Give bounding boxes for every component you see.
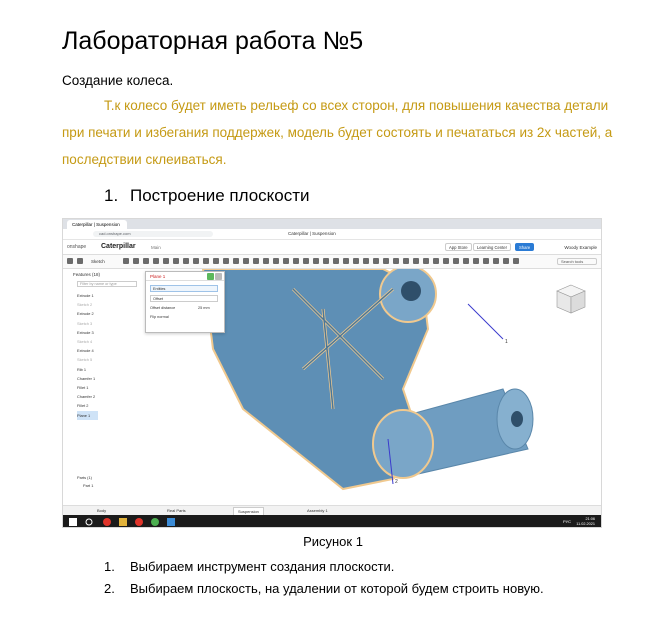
hole-icon[interactable] bbox=[223, 258, 229, 264]
sketch-button[interactable]: Sketch bbox=[91, 259, 105, 264]
address-field[interactable]: cad.onshape.com bbox=[93, 231, 213, 237]
steps-list bbox=[104, 556, 544, 600]
plane-dialog-title: Plane 1 bbox=[146, 272, 224, 281]
feature-item[interactable]: Extrude 4 bbox=[77, 348, 94, 354]
feature-list-panel bbox=[63, 269, 144, 495]
document-subtitle: Создание колеса. bbox=[62, 73, 174, 88]
plane-icon[interactable] bbox=[403, 258, 409, 264]
history-icon[interactable] bbox=[513, 258, 519, 264]
boolean-icon[interactable] bbox=[253, 258, 259, 264]
browser-tabstrip bbox=[63, 219, 601, 229]
paragraph-line: Т.к колесо будет иметь рельеф со всех сторон, для повышения качества детали bbox=[104, 98, 609, 113]
more-tools-icon[interactable] bbox=[473, 258, 479, 264]
step-number: 2. bbox=[104, 581, 115, 596]
version-icon[interactable] bbox=[503, 258, 509, 264]
feature-item[interactable]: Rib 1 bbox=[77, 366, 87, 372]
helix-icon[interactable] bbox=[343, 258, 349, 264]
browser-addressbar bbox=[63, 229, 601, 240]
arrow-1-label: 1 bbox=[505, 339, 508, 345]
tab-assembly-1[interactable]: Assembly 1 bbox=[307, 508, 328, 513]
thicken-icon[interactable] bbox=[163, 258, 169, 264]
feature-item[interactable]: Sketch 5 bbox=[77, 357, 93, 363]
axle-bore bbox=[511, 411, 523, 427]
part-item[interactable]: Part 1 bbox=[83, 483, 94, 488]
draft-icon[interactable] bbox=[193, 258, 199, 264]
feature-item-selected[interactable]: Plane 1 bbox=[77, 411, 98, 420]
revolve-icon[interactable] bbox=[133, 258, 139, 264]
feature-item[interactable]: Sketch 2 bbox=[77, 302, 93, 308]
step-text: Выбираем инструмент создания плоскости. bbox=[130, 559, 395, 574]
rib-icon[interactable] bbox=[203, 258, 209, 264]
user-menu[interactable]: Woody Example bbox=[564, 245, 597, 250]
fill-icon[interactable] bbox=[333, 258, 339, 264]
offset-distance-input[interactable]: 25 mm bbox=[198, 306, 210, 310]
feature-item[interactable]: Extrude 1 bbox=[77, 293, 94, 298]
feature-item[interactable]: Chamfer 1 bbox=[77, 375, 96, 381]
list-item bbox=[104, 578, 544, 600]
move-face-icon[interactable] bbox=[303, 258, 309, 264]
tab-real-parts[interactable]: Real Parts bbox=[167, 508, 186, 513]
figure-caption: Рисунок 1 bbox=[303, 534, 363, 549]
paragraph-line: последствии склеиваться. bbox=[62, 152, 227, 167]
features-filter-input[interactable]: Filter by name or type bbox=[77, 281, 137, 287]
chamfer-icon[interactable] bbox=[183, 258, 189, 264]
document-branch: Main bbox=[151, 245, 161, 250]
keyboard-language[interactable]: РУС bbox=[562, 519, 571, 524]
sweep-icon[interactable] bbox=[143, 258, 149, 264]
cancel-x-icon[interactable] bbox=[215, 273, 222, 280]
sheet-metal-icon[interactable] bbox=[353, 258, 359, 264]
system-clock[interactable] bbox=[576, 517, 595, 527]
mate-connector-icon[interactable] bbox=[373, 258, 379, 264]
composite-icon[interactable] bbox=[463, 258, 469, 264]
feature-toolbar bbox=[63, 255, 601, 269]
document-title: Лабораторная работа №5 bbox=[62, 27, 364, 55]
parts-header[interactable]: Parts (1) bbox=[77, 475, 92, 480]
windows-taskbar bbox=[63, 515, 601, 528]
paragraph-line: при печати и избегания поддержек, модель будет состоять и печататься из 2х частей, а bbox=[62, 125, 613, 140]
feature-item[interactable]: Chamfer 2 bbox=[77, 394, 96, 400]
redo-icon[interactable] bbox=[77, 258, 83, 264]
intro-paragraph bbox=[62, 92, 622, 173]
fillet-icon[interactable] bbox=[173, 258, 179, 264]
feature-item[interactable]: Sketch 4 bbox=[77, 339, 93, 345]
share-button[interactable]: Share bbox=[515, 243, 534, 251]
loft-icon[interactable] bbox=[153, 258, 159, 264]
confirm-check-icon[interactable] bbox=[207, 273, 214, 280]
feature-item[interactable]: Extrude 3 bbox=[77, 329, 94, 335]
pattern-icon[interactable] bbox=[233, 258, 239, 264]
tab-body[interactable]: Body bbox=[97, 508, 107, 513]
yandex-browser-icon[interactable] bbox=[103, 518, 111, 526]
plane-type-select[interactable]: Offset bbox=[150, 295, 218, 302]
arrow-2-label: 2 bbox=[395, 479, 398, 485]
measure-icon[interactable] bbox=[413, 258, 419, 264]
app-icon[interactable] bbox=[167, 518, 175, 526]
replace-face-icon[interactable] bbox=[313, 258, 319, 264]
plane-dialog bbox=[145, 271, 225, 333]
workspace-icon[interactable] bbox=[493, 258, 499, 264]
window-title: Caterpillar | Suspension bbox=[288, 231, 336, 236]
top-bore bbox=[401, 281, 421, 301]
windows-start-icon[interactable] bbox=[69, 518, 77, 526]
features-header[interactable]: Features (18) bbox=[73, 272, 101, 277]
document-name: Caterpillar bbox=[101, 243, 136, 250]
variable-icon[interactable] bbox=[383, 258, 389, 264]
undo-icon[interactable] bbox=[67, 258, 73, 264]
transform-icon[interactable] bbox=[273, 258, 279, 264]
search-icon[interactable] bbox=[86, 519, 92, 525]
browser-tab[interactable]: Caterpillar | Suspension bbox=[67, 220, 127, 229]
arrow-1 bbox=[468, 304, 503, 339]
step-text: Выбираем плоскость, на удалении от которой будем строить новую. bbox=[130, 581, 544, 596]
clock-time: 21:06 bbox=[585, 517, 595, 521]
list-item bbox=[104, 556, 544, 578]
feature-item[interactable]: Fillet 1 bbox=[77, 385, 89, 391]
app-store-button[interactable]: App Store bbox=[445, 243, 472, 251]
section-heading bbox=[104, 185, 310, 207]
lower-boss bbox=[373, 410, 433, 478]
shell-icon[interactable] bbox=[213, 258, 219, 264]
section-number: 1. bbox=[104, 186, 119, 205]
taskbar-icons bbox=[67, 515, 187, 528]
onshape-appbar bbox=[63, 240, 601, 255]
frame-icon[interactable] bbox=[363, 258, 369, 264]
delete-part-icon[interactable] bbox=[283, 258, 289, 264]
search-tools-input[interactable]: Search tools bbox=[557, 258, 597, 265]
appearance-icon[interactable] bbox=[443, 258, 449, 264]
figure-screenshot bbox=[62, 218, 602, 528]
offset-surface-icon[interactable] bbox=[323, 258, 329, 264]
extrude-icon[interactable] bbox=[123, 258, 129, 264]
feature-item[interactable]: Sketch 3 bbox=[77, 320, 93, 326]
yandex-icon[interactable] bbox=[135, 518, 143, 526]
wrap-icon[interactable] bbox=[453, 258, 459, 264]
chrome-icon[interactable] bbox=[151, 518, 159, 526]
step-number: 1. bbox=[104, 559, 115, 574]
explorer-icon[interactable] bbox=[119, 518, 127, 526]
tab-suspension[interactable]: Suspension bbox=[233, 507, 264, 516]
custom-feature-icon[interactable] bbox=[483, 258, 489, 264]
offset-distance-label: Offset distance bbox=[150, 306, 176, 310]
plane-entities-field[interactable]: Entities bbox=[150, 285, 218, 292]
section-text: Построение плоскости bbox=[130, 186, 310, 205]
flip-normal-toggle[interactable]: Flip normal bbox=[150, 315, 169, 319]
feature-item[interactable]: Extrude 2 bbox=[77, 311, 94, 317]
feature-item[interactable]: Fillet 2 bbox=[77, 403, 89, 409]
enclose-icon[interactable] bbox=[393, 258, 399, 264]
clock-date: 11.02.2021 bbox=[576, 522, 595, 526]
display-states-icon[interactable] bbox=[433, 258, 439, 264]
section-view-icon[interactable] bbox=[423, 258, 429, 264]
modify-fillet-icon[interactable] bbox=[293, 258, 299, 264]
feature-list bbox=[77, 291, 98, 420]
learning-center-button[interactable]: Learning Center bbox=[473, 243, 511, 251]
view-cube-icon[interactable] bbox=[551, 281, 591, 317]
onshape-logo[interactable]: onshape bbox=[67, 244, 87, 250]
split-icon[interactable] bbox=[263, 258, 269, 264]
mirror-icon[interactable] bbox=[243, 258, 249, 264]
